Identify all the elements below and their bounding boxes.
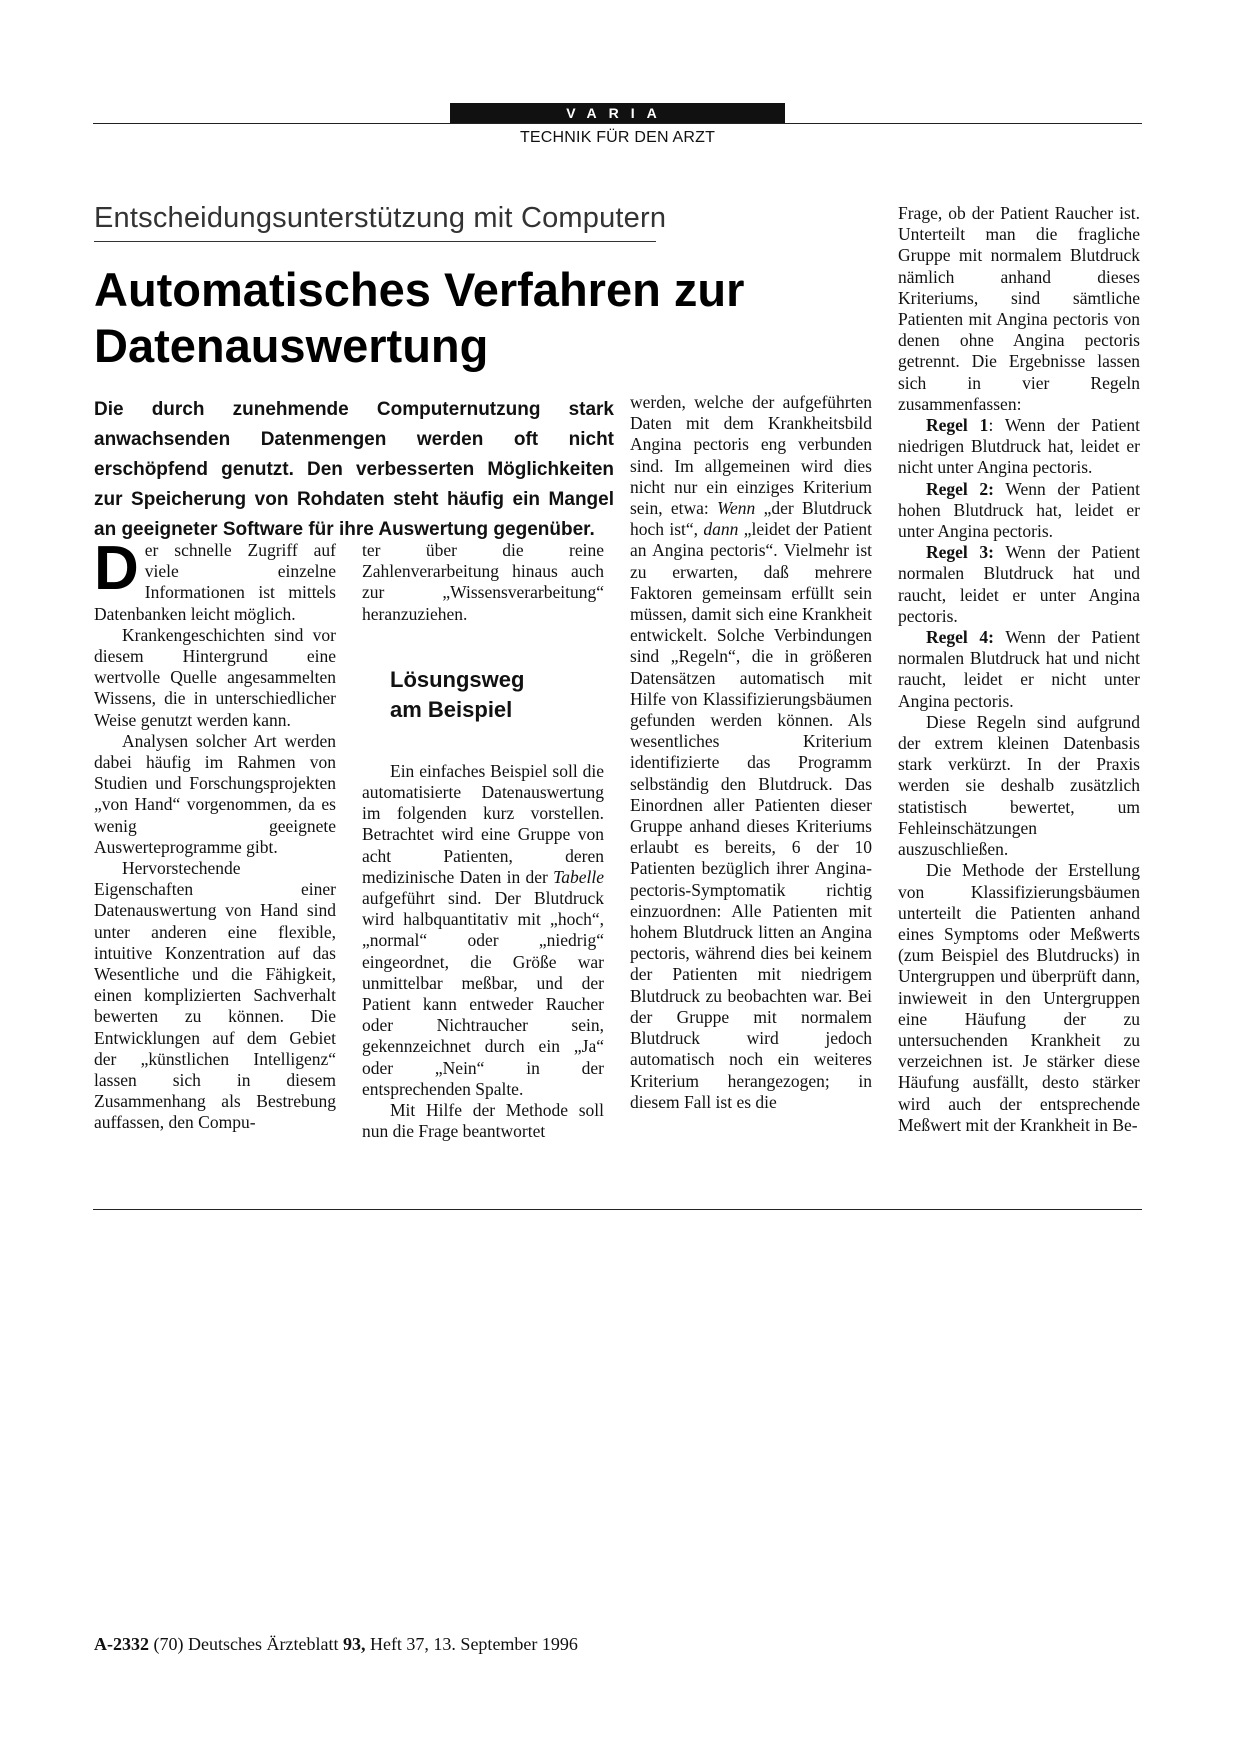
journal-issue: Heft 37, 13. September 1996 bbox=[369, 1634, 578, 1654]
rule-1 bbox=[898, 415, 1140, 479]
paragraph: Krankengeschichten sind vor diesem Hintergrund eine wertvolle Quelle angesammelten Wissens, die in unterschiedlicher Weise genutzt werden kann. bbox=[94, 624, 336, 730]
subsection-label: TECHNIK FÜR DEN ARZT bbox=[519, 129, 716, 146]
paragraph-text: werden, welche der aufgeführten Daten mit dem Krankheitsbild Angina pectoris eng verbunden sind. Im allgemeinen wird dies nicht nur ein einziges Kriterium sein, etwa: bbox=[630, 392, 872, 519]
paragraph: ter über die reine Zahlenverarbeitung hinaus auch zur „Wissensverarbeitung“ heranzuziehen. bbox=[362, 540, 604, 624]
italic-dann: dann bbox=[703, 519, 739, 540]
italic-wenn: Wenn bbox=[717, 498, 756, 519]
article-bottom-rule bbox=[93, 1209, 1142, 1210]
paragraph-text: Ein einfaches Beispiel soll die automatisierte Datenauswertung im folgenden kurz vorstellen. Betrachtet wird eine Gruppe von acht Patienten, deren medizinische Daten in der bbox=[362, 760, 604, 887]
paragraph: Frage, ob der Patient Raucher ist. Unterteilt man die fragliche Gruppe mit normalem Blutdruck nämlich anhand dieses Kriteriums, sind sämtliche Patienten mit Angina pectoris von denen ohne Angina pectoris getrennt. Die Ergebnisse lassen sich in vier Regeln zusammenfassen: bbox=[898, 203, 1140, 414]
rule-label: Regel 1 bbox=[926, 415, 989, 436]
paragraph: Diese Regeln sind aufgrund der extrem kleinen Datenbasis stark verkürzt. In der Praxis werden sie deshalb zusätzlich statistisch bewertet, um Fehleinschätzungen auszuschließen. bbox=[898, 711, 1140, 860]
kicker-underline bbox=[94, 241, 656, 242]
drop-cap: D bbox=[94, 534, 139, 603]
article-kicker: Entscheidungsunterstützung mit Computern bbox=[94, 202, 667, 234]
headline-line-2: Datenauswertung bbox=[94, 319, 489, 372]
paragraph: Analysen solcher Art werden dabei häufig im Rahmen von Studien und Forschungsprojekten „von Hand“ vorgenommen, da es wenig geeignete Auswerteprogramme gibt. bbox=[94, 730, 336, 857]
paragraph bbox=[94, 534, 336, 625]
page-number-paren: (70) bbox=[153, 1634, 184, 1654]
journal-name: Deutsches Ärzteblatt bbox=[188, 1634, 339, 1654]
text-column-1 bbox=[94, 534, 336, 1134]
subheading-line-2: am Beispiel bbox=[390, 696, 513, 722]
rule-text: : Wenn der Patient niedrigen Blutdruck hat, leidet er nicht unter Angina pectoris. bbox=[898, 415, 1140, 478]
journal-volume: 93, bbox=[342, 1634, 366, 1654]
header-rule bbox=[93, 123, 1142, 124]
page-footer bbox=[94, 1634, 578, 1655]
rule-label: Regel 3: bbox=[926, 542, 995, 563]
rule-text: Wenn der Patient normalen Blutdruck hat und nicht raucht, leidet er nicht unter Angina pectoris. bbox=[898, 627, 1140, 711]
paragraph: Die Methode der Erstellung von Klassifizierungsbäumen unterteilt die Patienten anhand eines Symptoms oder Meßwerts (zum Beispiel des Blutdrucks) in Untergruppen und überprüft dann, inwieweit in den Untergruppen eine Häufung der zu untersuchenden Krankheit zu verzeichnen ist. Je stärker diese Häufung ausfällt, desto stärker wird auch der entsprechende Meßwert mit der Krankheit in Be- bbox=[898, 860, 1140, 1135]
text-column-4 bbox=[898, 203, 1140, 1136]
paragraph-text: er schnelle Zugriff auf viele einzelne Informationen ist mittels Datenbanken leicht möglich. bbox=[94, 540, 336, 624]
rule-4 bbox=[898, 627, 1140, 712]
rule-2 bbox=[898, 479, 1140, 543]
paragraph bbox=[630, 392, 872, 1113]
paragraph: Mit Hilfe der Methode soll nun die Frage beantwortet bbox=[362, 1100, 604, 1142]
italic-reference: Tabelle bbox=[553, 866, 604, 887]
rule-label: Regel 4: bbox=[926, 627, 995, 648]
rule-text: Wenn der Patient hohen Blutdruck hat, leidet er unter Angina pectoris. bbox=[898, 478, 1140, 542]
paragraph: Hervorstechende Eigenschaften einer Datenauswertung von Hand sind unter anderen eine flexible, intuitive Konzentration auf das Wesentliche und die Fähigkeit, einen komplizierten Sachverhalt bewerten zu können. Die Entwicklungen auf dem Gebiet der „künstlichen Intelligenz“ lassen sich in diesem Zusammenhang als Bestrebung auffassen, den Compu- bbox=[94, 858, 336, 1133]
text-column-3 bbox=[630, 392, 872, 1113]
paragraph-text: aufgeführt sind. Der Blutdruck wird halbquantitativ mit „hoch“, „normal“ oder „niedrig“ eingeordnet, die Größe war unmittelbar meßbar, und der Patient kann entweder Raucher oder Nichtraucher sein, gekennzeichnet durch ein „Ja“ oder „Nein“ in der entsprechenden Spalte. bbox=[362, 888, 604, 1099]
subheading-line-1: Lösungsweg bbox=[390, 666, 525, 692]
paragraph-text: „der Blutdruck hoch ist“, bbox=[630, 498, 873, 540]
article-headline bbox=[94, 262, 794, 374]
text-column-2 bbox=[362, 540, 604, 1142]
rule-label: Regel 2: bbox=[926, 478, 995, 499]
rule-text: Wenn der Patient normalen Blutdruck hat und raucht, leidet er unter Angina pectoris. bbox=[898, 542, 1140, 626]
page-number: A-2332 bbox=[94, 1634, 149, 1654]
headline-line-1: Automatisches Verfahren zur bbox=[94, 263, 745, 316]
rule-3 bbox=[898, 542, 1140, 627]
section-label: VARIA bbox=[450, 103, 785, 123]
article-lead: Die durch zunehmende Computernutzung stark anwachsenden Datenmengen werden oft nicht erschöpfend genutzt. Den verbesserten Möglichkeiten zur Speicherung von Rohdaten steht häufig ein Mangel an geeigneter Software für ihre Auswertung gegenüber. bbox=[94, 399, 614, 540]
paragraph bbox=[362, 761, 604, 1100]
section-subheading bbox=[390, 665, 604, 725]
paragraph-text: „leidet der Patient an Angina pectoris“. Vielmehr ist zu erwarten, daß mehrere Faktoren gemeinsam erfüllt sein müssen, damit sich eine Krankheit entwickelt. Solche Verbindungen sind „Regeln“, die in größeren Datensätzen automatisch mit Hilfe von Klassifizierungsbäumen gefunden werden können. Als wesentliches Kriterium identifizierte das Programm selbständig den Blutdruck. Das Einordnen aller Patienten dieser Gruppe anhand dieses Kriteriums erlaubt es bereits, 6 der 10 Patienten bezüglich ihrer Angina-pectoris-Symptomatik richtig einzuordnen: Alle Patienten mit hohem Blutdruck litten an Angina pectoris, während dies bei keinem der Patienten mit niedrigem Blutdruck zu beobachten war. Bei der Gruppe mit normalem Blutdruck wird jedoch automatisch noch ein weiteres Kriterium herangezogen; in diesem Fall ist es die bbox=[630, 519, 872, 1112]
